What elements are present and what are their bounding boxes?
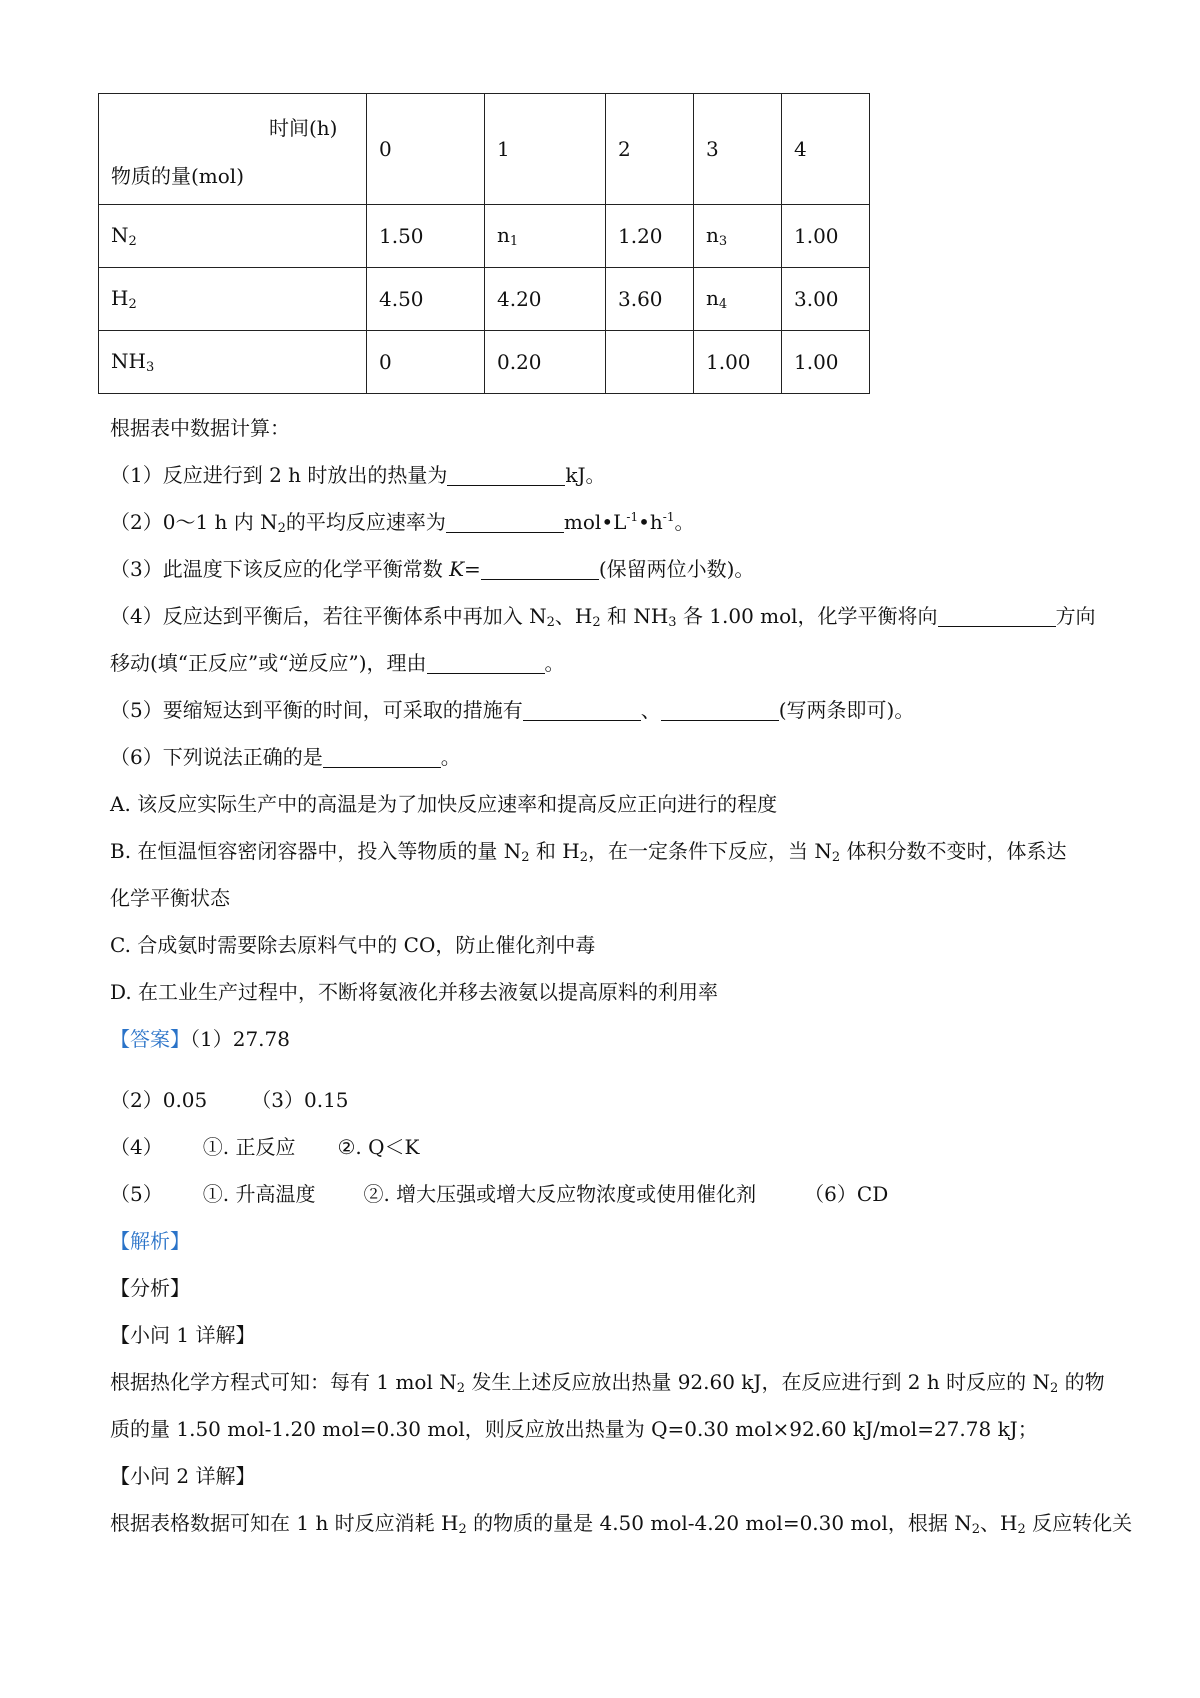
analysis-heading: 【分析】 [110, 1276, 190, 1300]
answer-blank [427, 653, 545, 674]
answer-line-2: （2）0.05 （3）0.15 [110, 1088, 349, 1112]
table-cell: 4.50 [367, 268, 485, 331]
table-cell: 1.20 [606, 205, 694, 268]
species-cell: $H_2$ [99, 268, 367, 331]
answer-blank [323, 747, 441, 768]
option-c: C. 合成氨时需要除去原料气中的 CO，防止催化剂中毒 [110, 933, 596, 957]
amount-header: 物质的量(mol) [111, 164, 245, 188]
analysis-paragraph-1-line-2: 质的量 1.50 mol-1.20 mol=0.30 mol，则反应放出热量为 Q=0.30 mol×92.60 kJ/mol=27.78 kJ； [110, 1417, 1038, 1441]
answer-line-1: 【答案】（1）27.78 [110, 1027, 290, 1051]
table-cell: 3.00 [782, 268, 870, 331]
time-col-4: 4 [782, 94, 870, 205]
analysis-tag: 【解析】 [110, 1229, 190, 1253]
option-d: D. 在工业生产过程中，不断将氨液化并移去液氨以提高原料的利用率 [110, 980, 719, 1004]
table-cell: 4.20 [485, 268, 606, 331]
answer-blank [447, 465, 565, 486]
table-cell: $n_4$ [694, 268, 782, 331]
intro-text: 根据表中数据计算： [110, 416, 290, 440]
table-row-n2 [99, 205, 870, 268]
table-header-row [99, 94, 870, 205]
analysis-paragraph-2-line-1: 根据表格数据可知在 1 h 时反应消耗 $H_2$ 的物质的量是 4.50 mol-4.20 mol=0.30 mol，根据 $N_2$、$H_2$ 反应转化关 [110, 1511, 1133, 1537]
table-cell: 0 [367, 331, 485, 394]
answer-blank [938, 606, 1056, 627]
time-col-2: 2 [606, 94, 694, 205]
option-a: A. 该反应实际生产中的高温是为了加快反应速率和提高反应正向进行的程度 [110, 792, 778, 816]
answer-line-5: （5） ①. 升高温度 ②. 增大压强或增大反应物浓度或使用催化剂 （6）CD [110, 1182, 889, 1206]
table-cell: 1.00 [694, 331, 782, 394]
time-col-1: 1 [485, 94, 606, 205]
table-row-h2 [99, 268, 870, 331]
table-cell: 0.20 [485, 331, 606, 394]
question-5: （5）要缩短达到平衡的时间，可采取的措施有 、 (写两条即可)。 [110, 698, 915, 722]
species-cell: $N_2$ [99, 205, 367, 268]
answer-blank [523, 700, 641, 721]
question-4-line-1: （4）反应达到平衡后，若往平衡体系中再加入 $N_2$、$H_2$ 和 $NH_3$ 各 1.00 mol，化学平衡将向 方向 [110, 604, 1096, 630]
answer-blank [481, 559, 599, 580]
data-table [98, 93, 870, 394]
table-cell: $n_1$ [485, 205, 606, 268]
answer-line-4: （4） ①. 正反应 ②. Q＜K [110, 1135, 420, 1159]
table-cell: 1.00 [782, 331, 870, 394]
sub-question-2-heading: 【小问 2 详解】 [110, 1464, 256, 1488]
time-col-0: 0 [367, 94, 485, 205]
table-cell: $n_3$ [694, 205, 782, 268]
species-cell: $NH_3$ [99, 331, 367, 394]
table-cell [606, 331, 694, 394]
option-b-line-2: 化学平衡状态 [110, 886, 230, 910]
answer-blank [661, 700, 779, 721]
table-cell: 3.60 [606, 268, 694, 331]
question-4-line-2: 移动(填“正反应”或“逆反应”)，理由 。 [110, 651, 565, 675]
table-row-nh3 [99, 331, 870, 394]
answer-tag: 【答案】 [110, 1027, 190, 1051]
question-3: （3）此温度下该反应的化学平衡常数 K= (保留两位小数)。 [110, 557, 755, 581]
table-cell: 1.00 [782, 205, 870, 268]
time-col-3: 3 [694, 94, 782, 205]
analysis-paragraph-1-line-1: 根据热化学方程式可知：每有 1 mol $N_2$ 发生上述反应放出热量 92.60 kJ，在反应进行到 2 h 时反应的 $N_2$ 的物 [110, 1370, 1105, 1396]
question-6: （6）下列说法正确的是 。 [110, 745, 461, 769]
option-b-line-1: B. 在恒温恒容密闭容器中，投入等物质的量 $N_2$ 和 $H_2$，在一定条件下反应，当 $N_2$ 体积分数不变时，体系达 [110, 839, 1067, 865]
sub-question-1-heading: 【小问 1 详解】 [110, 1323, 256, 1347]
table-corner-cell [99, 94, 367, 205]
question-2: （2）0～1 h 内 $N_2$的平均反应速率为 $mol•L^{-1}•h^{-1}$。 [110, 510, 695, 536]
table-cell: 1.50 [367, 205, 485, 268]
time-header: 时间(h) [269, 116, 338, 140]
question-1: （1）反应进行到 2 h 时放出的热量为 kJ。 [110, 463, 606, 487]
answer-blank [446, 512, 564, 533]
